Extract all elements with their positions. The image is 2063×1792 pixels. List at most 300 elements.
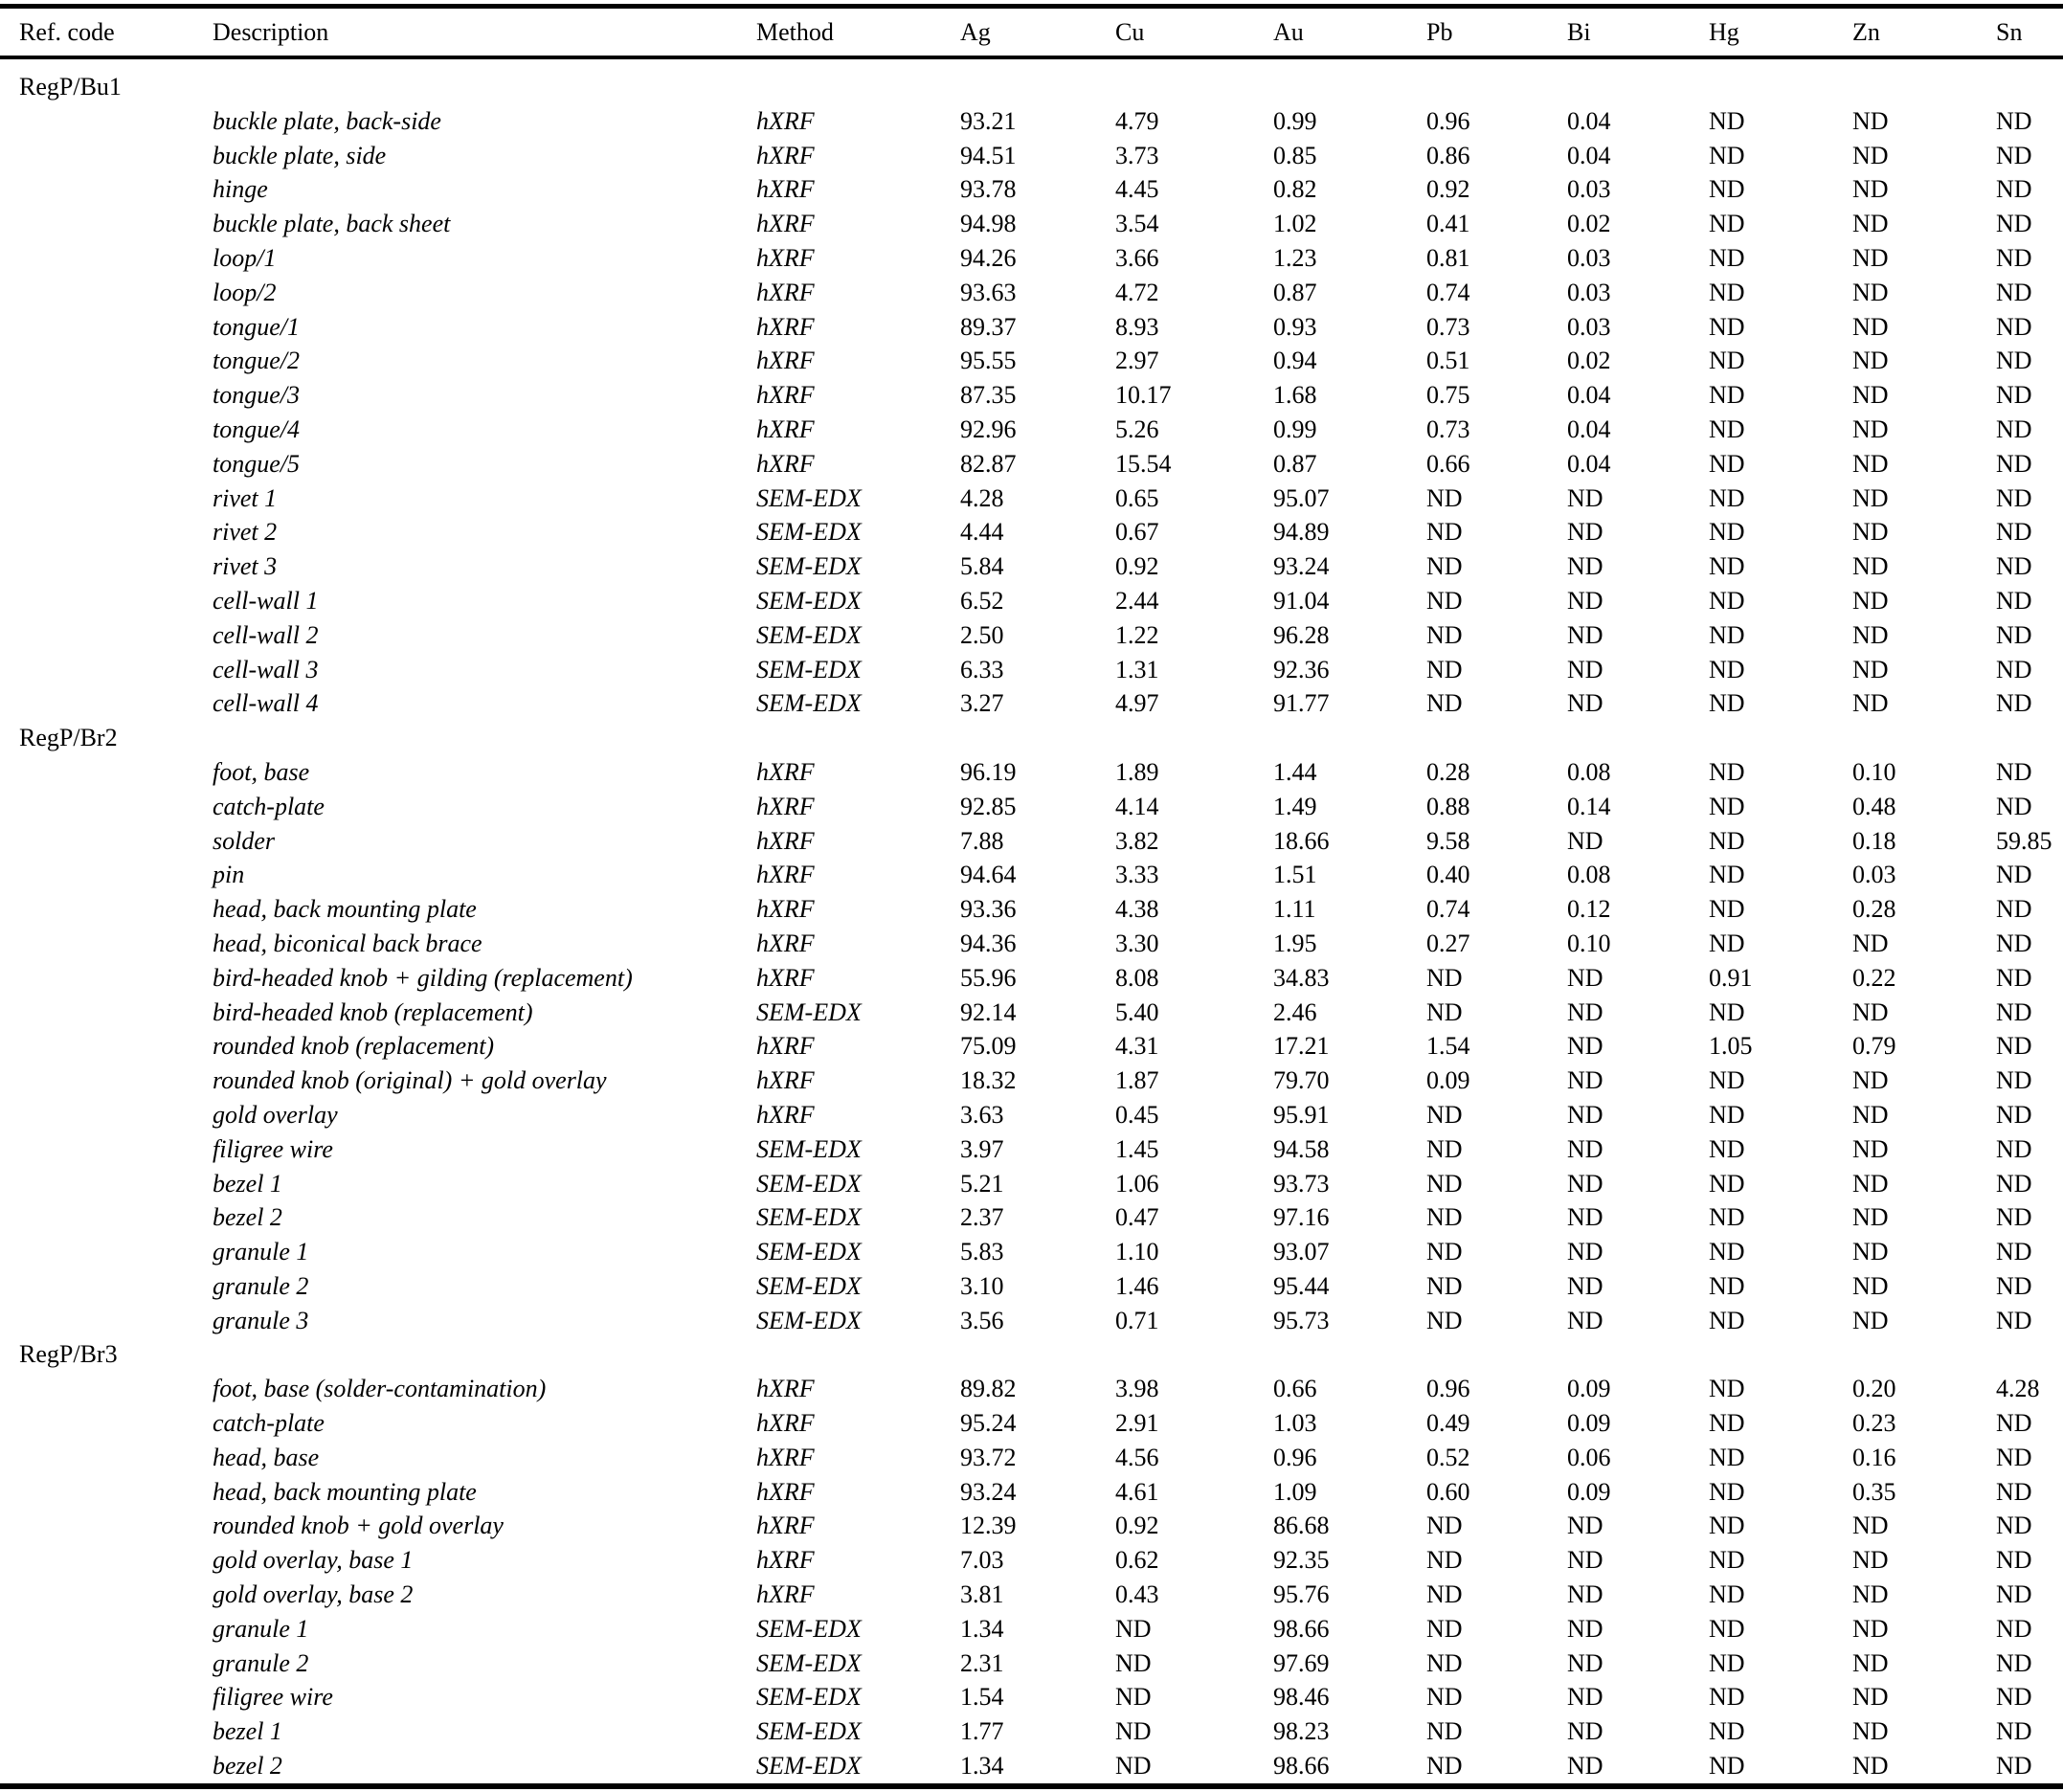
- table-row: [0, 1167, 2063, 1201]
- value-cell-ag: 1.34: [960, 1614, 1004, 1643]
- description-cell: bezel 1: [213, 1169, 282, 1198]
- value-cell-bi: 0.14: [1567, 792, 1611, 820]
- value-cell-zn: 0.16: [1852, 1443, 1896, 1471]
- ref-code-cell: [0, 1749, 193, 1786]
- table-row: [0, 858, 2063, 892]
- value-cell-hg: ND: [1709, 1648, 1745, 1677]
- value-cell-sn: ND: [1996, 518, 2032, 547]
- value-cell-zn: ND: [1852, 518, 1889, 547]
- value-cell-hg: ND: [1709, 1169, 1745, 1198]
- table-row: [0, 1680, 2063, 1714]
- value-cell-cu: ND: [1115, 1752, 1152, 1781]
- value-cell-sn: ND: [1996, 1100, 2032, 1129]
- value-cell-zn: ND: [1852, 1752, 1889, 1781]
- value-cell-ag: 5.21: [960, 1169, 1004, 1198]
- value-cell-ag: 92.85: [960, 792, 1017, 820]
- value-cell-zn: 0.22: [1852, 963, 1896, 992]
- group-row-regp-br3: [0, 1337, 2063, 1372]
- ref-code-cell: [0, 1167, 193, 1201]
- value-cell-cu: 3.54: [1115, 210, 1159, 238]
- column-header-hg: Hg: [1690, 7, 1833, 58]
- value-cell-au: 1.23: [1273, 243, 1317, 272]
- value-cell-zn: ND: [1852, 929, 1889, 957]
- value-cell-ag: 3.56: [960, 1306, 1004, 1334]
- table-row: [0, 1441, 2063, 1475]
- table-row: [0, 1749, 2063, 1786]
- value-cell-zn: ND: [1852, 347, 1889, 375]
- ref-code-cell: [0, 515, 193, 549]
- value-cell-zn: ND: [1852, 312, 1889, 341]
- value-cell-hg: ND: [1709, 1477, 1745, 1506]
- value-cell-au: 1.44: [1273, 757, 1317, 786]
- value-cell-sn: ND: [1996, 1238, 2032, 1266]
- value-cell-pb: ND: [1426, 655, 1463, 683]
- method-cell: hXRF: [756, 1066, 815, 1095]
- value-cell-bi: ND: [1567, 655, 1603, 683]
- value-cell-ag: 93.36: [960, 895, 1017, 924]
- value-cell-sn: ND: [1996, 1271, 2032, 1300]
- description-cell: tongue/4: [213, 414, 300, 443]
- value-cell-sn: ND: [1996, 1134, 2032, 1163]
- value-cell-zn: ND: [1852, 1580, 1889, 1609]
- column-header-pb: Pb: [1407, 7, 1548, 58]
- value-cell-cu: 1.06: [1115, 1169, 1159, 1198]
- value-cell-sn: ND: [1996, 1614, 2032, 1643]
- value-cell-au: 79.70: [1273, 1066, 1330, 1095]
- method-cell: hXRF: [756, 1409, 815, 1438]
- value-cell-au: 92.36: [1273, 655, 1330, 683]
- value-cell-au: 2.46: [1273, 997, 1317, 1026]
- value-cell-bi: ND: [1567, 997, 1603, 1026]
- value-cell-au: 95.91: [1273, 1100, 1330, 1129]
- value-cell-hg: ND: [1709, 1100, 1745, 1129]
- method-cell: SEM-EDX: [756, 1169, 862, 1198]
- description-cell: rounded knob (original) + gold overlay: [213, 1066, 607, 1095]
- value-cell-hg: ND: [1709, 483, 1745, 512]
- description-cell: cell-wall 1: [213, 586, 319, 615]
- ref-code-cell: [0, 172, 193, 207]
- value-cell-ag: 18.32: [960, 1066, 1017, 1095]
- ref-code-cell: [0, 584, 193, 618]
- value-cell-bi: ND: [1567, 1032, 1603, 1061]
- value-cell-bi: ND: [1567, 1203, 1603, 1232]
- value-cell-pb: ND: [1426, 1546, 1463, 1575]
- value-cell-zn: ND: [1852, 414, 1889, 443]
- table-row: [0, 927, 2063, 961]
- value-cell-bi: 0.04: [1567, 141, 1611, 169]
- value-cell-ag: 94.98: [960, 210, 1017, 238]
- value-cell-bi: ND: [1567, 1752, 1603, 1781]
- ref-code-cell: [0, 858, 193, 892]
- value-cell-zn: 0.10: [1852, 757, 1896, 786]
- method-cell: hXRF: [756, 1100, 815, 1129]
- group-label: RegP/Br2: [19, 724, 118, 752]
- value-cell-au: 94.89: [1273, 518, 1330, 547]
- value-cell-cu: 5.40: [1115, 997, 1159, 1026]
- value-cell-pb: ND: [1426, 963, 1463, 992]
- ref-code-cell: [0, 1132, 193, 1167]
- value-cell-au: 95.07: [1273, 483, 1330, 512]
- table-header: [0, 7, 2063, 58]
- table-row: [0, 961, 2063, 996]
- description-cell: rivet 2: [213, 518, 278, 547]
- value-cell-au: 98.66: [1273, 1614, 1330, 1643]
- description-cell: bird-headed knob (replacement): [213, 997, 533, 1026]
- value-cell-ag: 6.52: [960, 586, 1004, 615]
- value-cell-zn: ND: [1852, 586, 1889, 615]
- value-cell-sn: ND: [1996, 963, 2032, 992]
- value-cell-bi: 0.04: [1567, 449, 1611, 478]
- description-cell: tongue/1: [213, 312, 300, 341]
- value-cell-hg: ND: [1709, 518, 1745, 547]
- value-cell-pb: 0.74: [1426, 278, 1470, 306]
- method-cell: SEM-EDX: [756, 1752, 862, 1781]
- value-cell-cu: ND: [1115, 1648, 1152, 1677]
- value-cell-ag: 7.03: [960, 1546, 1004, 1575]
- table-row: [0, 1200, 2063, 1235]
- value-cell-cu: 0.65: [1115, 483, 1159, 512]
- value-cell-bi: 0.02: [1567, 347, 1611, 375]
- description-cell: buckle plate, back-side: [213, 106, 441, 135]
- value-cell-cu: 4.38: [1115, 895, 1159, 924]
- value-cell-bi: ND: [1567, 826, 1603, 855]
- value-cell-cu: 5.26: [1115, 414, 1159, 443]
- value-cell-hg: ND: [1709, 141, 1745, 169]
- description-cell: catch-plate: [213, 1409, 325, 1438]
- group-row-regp-bu1: [0, 70, 2063, 104]
- value-cell-hg: ND: [1709, 347, 1745, 375]
- column-header-method: Method: [737, 7, 941, 58]
- method-cell: hXRF: [756, 1580, 815, 1609]
- ref-code-cell: [0, 686, 193, 721]
- ref-code-cell: [0, 1029, 193, 1064]
- description-cell: granule 2: [213, 1648, 309, 1677]
- value-cell-zn: ND: [1852, 278, 1889, 306]
- value-cell-zn: ND: [1852, 1683, 1889, 1712]
- value-cell-au: 92.35: [1273, 1546, 1330, 1575]
- value-cell-pb: 0.41: [1426, 210, 1470, 238]
- method-cell: hXRF: [756, 381, 815, 410]
- value-cell-bi: 0.09: [1567, 1375, 1611, 1403]
- value-cell-hg: ND: [1709, 1134, 1745, 1163]
- ref-code-cell: [0, 241, 193, 276]
- value-cell-au: 1.02: [1273, 210, 1317, 238]
- method-cell: hXRF: [756, 141, 815, 169]
- table-row: [0, 310, 2063, 345]
- column-header-sn: Sn: [1977, 7, 2063, 58]
- value-cell-hg: 1.05: [1709, 1032, 1753, 1061]
- value-cell-sn: ND: [1996, 1752, 2032, 1781]
- value-cell-cu: 3.66: [1115, 243, 1159, 272]
- value-cell-cu: 0.92: [1115, 1512, 1159, 1540]
- value-cell-cu: 1.31: [1115, 655, 1159, 683]
- ref-code-cell: [0, 1441, 193, 1475]
- value-cell-ag: 12.39: [960, 1512, 1017, 1540]
- value-cell-ag: 95.55: [960, 347, 1017, 375]
- value-cell-au: 98.66: [1273, 1752, 1330, 1781]
- value-cell-bi: ND: [1567, 1546, 1603, 1575]
- value-cell-sn: ND: [1996, 381, 2032, 410]
- table-header-row: [0, 7, 2063, 58]
- value-cell-pb: ND: [1426, 1100, 1463, 1129]
- table-row: [0, 1269, 2063, 1304]
- value-cell-au: 98.23: [1273, 1717, 1330, 1746]
- value-cell-cu: 0.47: [1115, 1203, 1159, 1232]
- value-cell-bi: ND: [1567, 518, 1603, 547]
- value-cell-sn: ND: [1996, 689, 2032, 718]
- value-cell-ag: 94.51: [960, 141, 1017, 169]
- table-row: [0, 1406, 2063, 1441]
- value-cell-ag: 4.44: [960, 518, 1004, 547]
- value-cell-hg: ND: [1709, 620, 1745, 649]
- column-header-bi: Bi: [1548, 7, 1690, 58]
- value-cell-bi: 0.09: [1567, 1477, 1611, 1506]
- method-cell: SEM-EDX: [756, 1271, 862, 1300]
- value-cell-sn: ND: [1996, 1683, 2032, 1712]
- ref-code-cell: [0, 276, 193, 310]
- value-cell-bi: 0.12: [1567, 895, 1611, 924]
- value-cell-sn: ND: [1996, 1512, 2032, 1540]
- value-cell-zn: ND: [1852, 1546, 1889, 1575]
- column-header-description: Description: [193, 7, 737, 58]
- value-cell-bi: ND: [1567, 963, 1603, 992]
- value-cell-cu: 0.71: [1115, 1306, 1159, 1334]
- ref-code-cell: [0, 1064, 193, 1098]
- value-cell-bi: 0.08: [1567, 861, 1611, 889]
- value-cell-pb: ND: [1426, 518, 1463, 547]
- value-cell-zn: ND: [1852, 1306, 1889, 1334]
- value-cell-ag: 94.64: [960, 861, 1017, 889]
- value-cell-pb: 0.96: [1426, 1375, 1470, 1403]
- value-cell-zn: ND: [1852, 1271, 1889, 1300]
- description-cell: bezel 1: [213, 1717, 282, 1746]
- value-cell-cu: 3.82: [1115, 826, 1159, 855]
- table-row: [0, 241, 2063, 276]
- table-row: [0, 172, 2063, 207]
- value-cell-bi: ND: [1567, 1648, 1603, 1677]
- value-cell-pb: ND: [1426, 1203, 1463, 1232]
- value-cell-ag: 93.78: [960, 175, 1017, 204]
- method-cell: hXRF: [756, 929, 815, 957]
- value-cell-ag: 3.27: [960, 689, 1004, 718]
- ref-code-cell: [0, 892, 193, 927]
- ref-code-cell: [0, 790, 193, 824]
- value-cell-au: 1.49: [1273, 792, 1317, 820]
- value-cell-zn: 0.35: [1852, 1477, 1896, 1506]
- value-cell-sn: ND: [1996, 243, 2032, 272]
- value-cell-hg: ND: [1709, 1066, 1745, 1095]
- value-cell-pb: ND: [1426, 1752, 1463, 1781]
- value-cell-pb: 0.96: [1426, 106, 1470, 135]
- value-cell-ag: 7.88: [960, 826, 1004, 855]
- value-cell-bi: ND: [1567, 552, 1603, 581]
- value-cell-bi: ND: [1567, 1306, 1603, 1334]
- method-cell: SEM-EDX: [756, 1238, 862, 1266]
- description-cell: head, back mounting plate: [213, 895, 477, 924]
- method-cell: hXRF: [756, 449, 815, 478]
- table-row: [0, 515, 2063, 549]
- value-cell-sn: ND: [1996, 347, 2032, 375]
- value-cell-zn: ND: [1852, 1717, 1889, 1746]
- table-row: [0, 584, 2063, 618]
- value-cell-zn: ND: [1852, 1238, 1889, 1266]
- ref-code-cell: [0, 1646, 193, 1681]
- value-cell-cu: 8.08: [1115, 963, 1159, 992]
- table-row: [0, 549, 2063, 584]
- value-cell-pb: 0.27: [1426, 929, 1470, 957]
- method-cell: hXRF: [756, 278, 815, 306]
- value-cell-cu: 3.33: [1115, 861, 1159, 889]
- table-row: [0, 1543, 2063, 1578]
- description-cell: loop/1: [213, 243, 277, 272]
- method-cell: SEM-EDX: [756, 655, 862, 683]
- value-cell-cu: 8.93: [1115, 312, 1159, 341]
- value-cell-ag: 82.87: [960, 449, 1017, 478]
- value-cell-zn: 0.48: [1852, 792, 1896, 820]
- value-cell-sn: ND: [1996, 175, 2032, 204]
- value-cell-au: 1.51: [1273, 861, 1317, 889]
- value-cell-ag: 92.14: [960, 997, 1017, 1026]
- description-cell: tongue/2: [213, 347, 300, 375]
- method-cell: hXRF: [756, 175, 815, 204]
- method-cell: hXRF: [756, 243, 815, 272]
- ref-code-cell: [0, 1372, 193, 1406]
- value-cell-ag: 75.09: [960, 1032, 1017, 1061]
- ref-code-cell: [0, 996, 193, 1030]
- value-cell-hg: ND: [1709, 278, 1745, 306]
- value-cell-pb: ND: [1426, 620, 1463, 649]
- value-cell-pb: ND: [1426, 689, 1463, 718]
- group-label: RegP/Br3: [19, 1340, 118, 1369]
- value-cell-zn: 0.79: [1852, 1032, 1896, 1061]
- value-cell-sn: ND: [1996, 312, 2032, 341]
- description-cell: rivet 1: [213, 483, 278, 512]
- column-header-ref-code: Ref. code: [0, 7, 193, 58]
- value-cell-au: 0.99: [1273, 414, 1317, 443]
- table-row: [0, 996, 2063, 1030]
- value-cell-cu: 4.79: [1115, 106, 1159, 135]
- column-header-zn: Zn: [1833, 7, 1977, 58]
- value-cell-hg: ND: [1709, 1683, 1745, 1712]
- value-cell-sn: ND: [1996, 929, 2032, 957]
- value-cell-zn: ND: [1852, 483, 1889, 512]
- ref-code-cell: [0, 1578, 193, 1612]
- value-cell-ag: 1.34: [960, 1752, 1004, 1781]
- description-cell: rivet 3: [213, 552, 278, 581]
- value-cell-sn: ND: [1996, 414, 2032, 443]
- value-cell-ag: 1.54: [960, 1683, 1004, 1712]
- value-cell-ag: 95.24: [960, 1409, 1017, 1438]
- table-body: [0, 57, 2063, 1786]
- value-cell-bi: ND: [1567, 1100, 1603, 1129]
- value-cell-bi: ND: [1567, 1512, 1603, 1540]
- value-cell-hg: ND: [1709, 1203, 1745, 1232]
- ref-code-cell: [0, 653, 193, 687]
- value-cell-sn: ND: [1996, 483, 2032, 512]
- value-cell-pb: 0.49: [1426, 1409, 1470, 1438]
- table-row: [0, 686, 2063, 721]
- description-cell: gold overlay: [213, 1100, 338, 1129]
- value-cell-pb: 0.92: [1426, 175, 1470, 204]
- value-cell-sn: ND: [1996, 997, 2032, 1026]
- description-cell: buckle plate, side: [213, 141, 387, 169]
- table-row: [0, 276, 2063, 310]
- value-cell-pb: ND: [1426, 1648, 1463, 1677]
- value-cell-sn: ND: [1996, 757, 2032, 786]
- value-cell-ag: 89.82: [960, 1375, 1017, 1403]
- value-cell-pb: ND: [1426, 997, 1463, 1026]
- value-cell-sn: ND: [1996, 861, 2032, 889]
- table-row: [0, 755, 2063, 790]
- description-cell: granule 1: [213, 1614, 309, 1643]
- value-cell-au: 34.83: [1273, 963, 1330, 992]
- ref-code-cell: [0, 1612, 193, 1646]
- description-cell: rounded knob + gold overlay: [213, 1512, 504, 1540]
- value-cell-cu: 1.87: [1115, 1066, 1159, 1095]
- value-cell-pb: 0.09: [1426, 1066, 1470, 1095]
- table-row: [0, 413, 2063, 447]
- value-cell-au: 1.95: [1273, 929, 1317, 957]
- description-cell: head, base: [213, 1443, 320, 1471]
- method-cell: hXRF: [756, 963, 815, 992]
- value-cell-zn: ND: [1852, 243, 1889, 272]
- method-cell: hXRF: [756, 1375, 815, 1403]
- method-cell: hXRF: [756, 106, 815, 135]
- ref-code-cell: [0, 755, 193, 790]
- value-cell-hg: ND: [1709, 1717, 1745, 1746]
- value-cell-ag: 96.19: [960, 757, 1017, 786]
- table-row: [0, 790, 2063, 824]
- value-cell-bi: 0.03: [1567, 175, 1611, 204]
- ref-code-cell: [0, 1509, 193, 1543]
- value-cell-bi: 0.03: [1567, 243, 1611, 272]
- value-cell-bi: 0.03: [1567, 278, 1611, 306]
- value-cell-cu: 3.98: [1115, 1375, 1159, 1403]
- method-cell: SEM-EDX: [756, 1134, 862, 1163]
- elemental-composition-table: [0, 4, 2063, 1789]
- value-cell-bi: ND: [1567, 1683, 1603, 1712]
- table-row: [0, 653, 2063, 687]
- value-cell-zn: ND: [1852, 1648, 1889, 1677]
- ref-code-cell: [0, 344, 193, 378]
- value-cell-hg: ND: [1709, 414, 1745, 443]
- value-cell-sn: ND: [1996, 1066, 2032, 1095]
- method-cell: hXRF: [756, 312, 815, 341]
- value-cell-hg: ND: [1709, 552, 1745, 581]
- value-cell-au: 1.68: [1273, 381, 1317, 410]
- value-cell-au: 1.03: [1273, 1409, 1317, 1438]
- table-row: [0, 1578, 2063, 1612]
- value-cell-zn: ND: [1852, 1614, 1889, 1643]
- value-cell-cu: 1.22: [1115, 620, 1159, 649]
- value-cell-pb: ND: [1426, 1306, 1463, 1334]
- method-cell: hXRF: [756, 414, 815, 443]
- value-cell-cu: 0.62: [1115, 1546, 1159, 1575]
- value-cell-ag: 93.24: [960, 1477, 1017, 1506]
- table-row: [0, 1132, 2063, 1167]
- value-cell-zn: ND: [1852, 106, 1889, 135]
- value-cell-pb: 0.40: [1426, 861, 1470, 889]
- value-cell-hg: ND: [1709, 826, 1745, 855]
- ref-code-cell: [0, 1200, 193, 1235]
- ref-code-cell: [0, 378, 193, 413]
- table-row: [0, 1509, 2063, 1543]
- table-row: [0, 1064, 2063, 1098]
- ref-code-cell: [0, 1680, 193, 1714]
- value-cell-zn: ND: [1852, 1066, 1889, 1095]
- method-cell: SEM-EDX: [756, 1614, 862, 1643]
- value-cell-hg: ND: [1709, 312, 1745, 341]
